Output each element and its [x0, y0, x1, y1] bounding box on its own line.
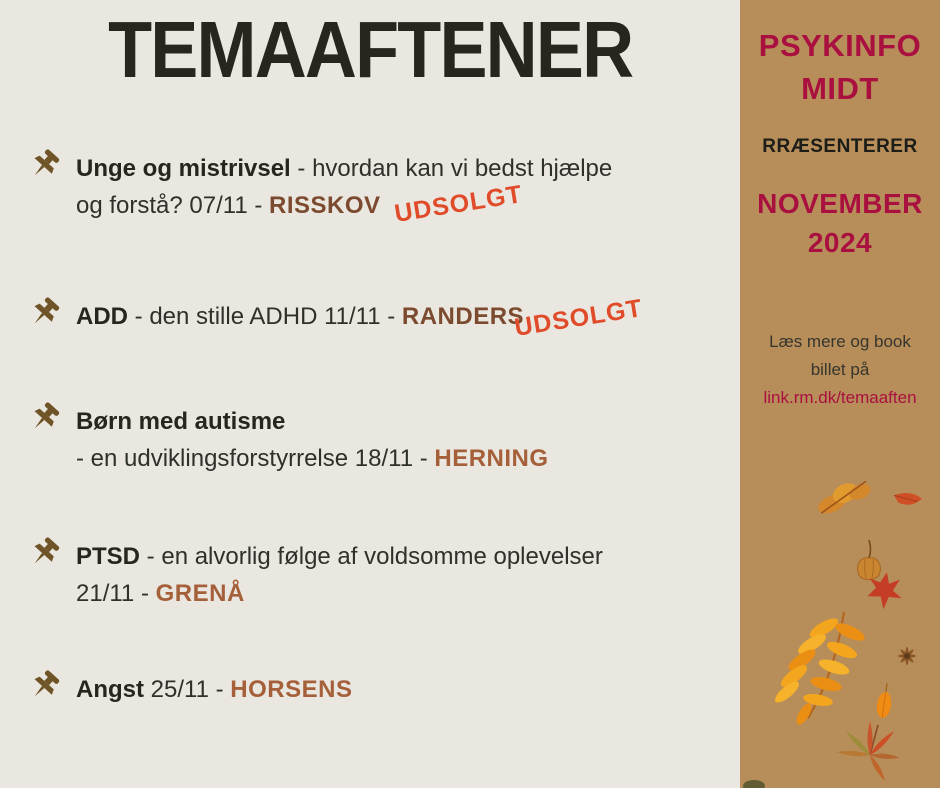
pushpin-icon	[28, 536, 64, 577]
page-title-text: TEMAAFTENER	[107, 5, 633, 94]
event-text	[76, 671, 706, 708]
sprig-icon	[743, 780, 765, 788]
event-desc: - den stille ADHD 11/11 -	[128, 303, 402, 330]
event-city: RISSKOV	[269, 192, 381, 219]
event-desc: 25/11 -	[144, 676, 231, 703]
event-title: Børn med autisme	[76, 408, 286, 435]
udsolgt-badge: UDSOLGT	[392, 180, 525, 228]
udsolgt-badge: UDSOLGT	[512, 294, 645, 342]
event-item-boern-med-autisme	[28, 403, 706, 477]
event-title: Unge og mistrivsel	[76, 155, 291, 182]
cta-line1: Læs mere og book	[769, 332, 911, 351]
month-label: NOVEMBER	[757, 188, 923, 219]
event-item-add	[28, 294, 706, 342]
event-text	[76, 403, 706, 477]
pushpin-icon	[28, 148, 64, 189]
brand-line2: MIDT	[801, 71, 879, 106]
event-desc: - en alvorlig følge af voldsomme oplevelser	[140, 543, 603, 570]
event-desc: - hvordan kan vi bedst hjælpe	[290, 155, 613, 182]
creeper-leaf-icon	[836, 721, 900, 782]
event-text	[76, 294, 706, 342]
event-text	[76, 150, 706, 228]
cta-line2: billet på	[810, 360, 870, 379]
physalis-icon	[858, 540, 881, 580]
pushpin-icon	[28, 401, 64, 442]
event-desc-line2: - en udviklingsforstyrrelse 18/11 -	[76, 445, 435, 472]
star-anise-icon	[898, 647, 916, 665]
event-text	[76, 538, 706, 612]
event-city: HERNING	[434, 445, 549, 472]
page-title	[0, 4, 740, 96]
event-city: GRENÅ	[155, 580, 245, 607]
event-item-angst	[28, 671, 706, 710]
event-title: ADD	[76, 303, 128, 330]
cta-block	[740, 328, 940, 412]
oak-leaf-icon	[813, 474, 873, 517]
event-city: HORSENS	[230, 676, 353, 703]
event-desc-line2: og forstå? 07/11 -	[76, 192, 270, 219]
autumn-leaves-decoration	[740, 460, 940, 788]
small-orange-leaf-icon	[875, 682, 894, 719]
event-city: RANDERS	[401, 303, 525, 330]
sidebar	[740, 0, 940, 788]
event-title: Angst	[76, 676, 144, 703]
brand-line1: PSYKINFO	[758, 28, 922, 63]
small-red-leaf-icon	[892, 489, 922, 508]
event-item-ptsd	[28, 538, 706, 612]
event-title: PTSD	[76, 543, 141, 570]
rowan-leaf-icon	[772, 612, 867, 727]
pushpin-icon	[28, 296, 64, 337]
brand	[740, 24, 940, 110]
event-item-unge-og-mistrivsel	[28, 150, 706, 228]
month-year	[740, 184, 940, 262]
pushpin-icon	[28, 669, 64, 710]
year-label: 2024	[807, 227, 873, 258]
event-desc-line2: 21/11 -	[76, 580, 156, 607]
booking-link[interactable]: link.rm.dk/temaaften	[763, 388, 917, 407]
presents-label: RRÆSENTERER	[762, 136, 918, 157]
